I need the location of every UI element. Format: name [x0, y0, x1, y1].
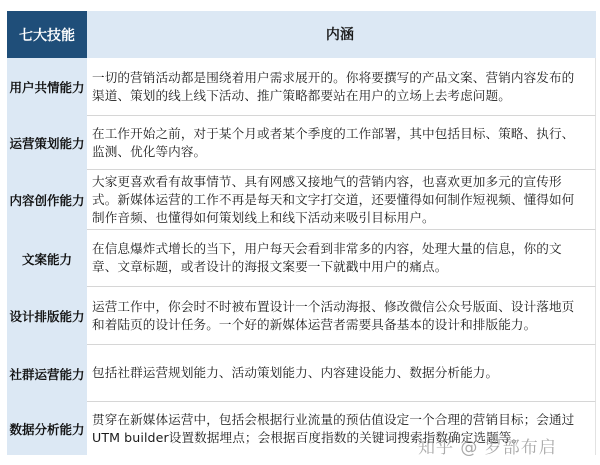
meaning-cell: 一切的营销活动都是围绕着用户需求展开的。你将要撰写的产品文案、营销内容发布的渠道、策划的线上线下活动、推广策略都要站在用户的立场上去考虑问题。	[87, 58, 596, 116]
meaning-cell: 在信息爆炸式增长的当下，用户每天会看到非常多的内容，处理大量的信息，你的文章、文章标题，或者设计的海报文案要一下就戳中用户的痛点。	[87, 230, 596, 287]
skills-table	[7, 11, 596, 455]
skill-cell: 运营策划能力	[7, 116, 87, 170]
meaning-cell: 在工作开始之前，对于某个月或者某个季度的工作部署，其中包括目标、策略、执行、监测、优化等内容。	[87, 116, 596, 170]
table-row	[7, 170, 596, 230]
skill-cell: 用户共情能力	[7, 58, 87, 116]
header-meaning: 内涵	[87, 11, 596, 58]
skill-cell: 数据分析能力	[7, 402, 87, 455]
skill-cell: 设计排版能力	[7, 287, 87, 345]
skill-cell: 社群运营能力	[7, 345, 87, 402]
table-header-row	[7, 11, 596, 58]
table-row	[7, 230, 596, 287]
table-row	[7, 116, 596, 170]
skill-cell: 内容创作能力	[7, 170, 87, 230]
meaning-cell: 包括社群运营规划能力、活动策划能力、内容建设能力、数据分析能力。	[87, 345, 596, 402]
table-row	[7, 58, 596, 116]
meaning-cell: 贯穿在新媒体运营中，包括会根据行业流量的预估值设定一个合理的营销目标；会通过UTM builder设置数据埋点；会根据百度指数的关键词搜索指数确定选题等。	[87, 402, 596, 455]
table-row	[7, 345, 596, 402]
watermark: 知乎 @ 罗部布启	[418, 438, 557, 458]
table-row	[7, 287, 596, 345]
header-skill: 七大技能	[7, 11, 87, 58]
meaning-cell: 大家更喜欢看有故事情节、具有网感又接地气的营销内容，也喜欢更加多元的宣传形式。新媒体运营的工作不再是每天和文字打交道，还要懂得如何制作短视频、懂得如何制作音频、也懂得如何策划线上和线下活动来吸引目标用户。	[87, 170, 596, 230]
meaning-cell: 运营工作中，你会时不时被布置设计一个活动海报、修改微信公众号版面、设计落地页和着陆页的设计任务。一个好的新媒体运营者需要具备基本的设计和排版能力。	[87, 287, 596, 345]
skill-cell: 文案能力	[7, 230, 87, 287]
